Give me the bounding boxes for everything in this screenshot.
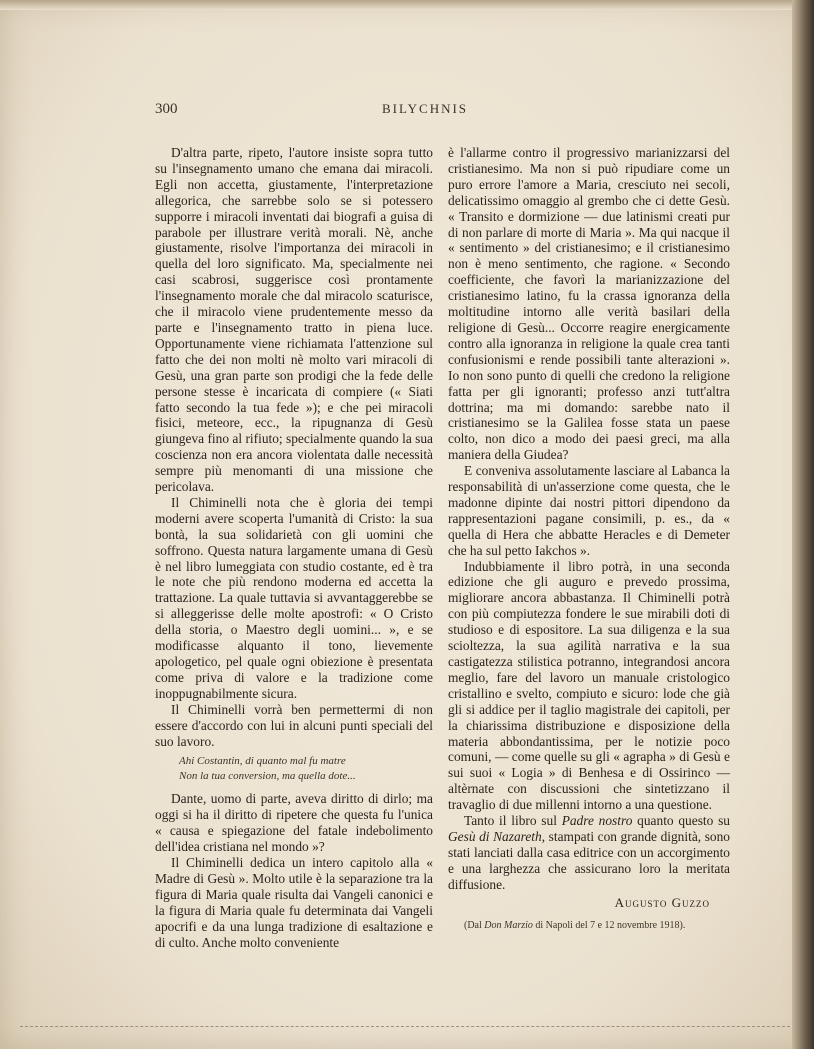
text-run: di Napoli del 7 e 12 novembre 1918). [532, 919, 686, 931]
page-number: 300 [155, 101, 178, 117]
verse-line: Ahi Costantin, di quanto mal fu matre [179, 755, 346, 768]
book-title: Gesù di Nazareth [448, 828, 542, 844]
text-run: (Dal [464, 919, 485, 931]
paragraph: D'altra parte, ripeto, l'autore insiste sopra tutto su l'insegnamento umano che emana dai miracoli. Egli non accetta, giustamente, l'interpretazione allegorica, che sarrebbe solo se si potessero supporre i miracoli inventati dai biografi a guisa di parabole per illustrare verità morali. Nè, anche giustamente, risolve l'importanza dei miracoli in quella del loro significato. Ma, specialmente nei casi scabrosi, suggerisce così prontamente l'insegnamento morale che dal miracolo scaturisce, che il miracolo viene prudentemente messo da parte e l'insegnamento tratto in piena luce. Opportunamente viene richiamata l'attenzione sul fatto che dei non molti nè molto vari miracoli di Gesù, una gran parte son prodigi che la fede delle persone stesse è incaricata di compiere (« Siati fatto secondo la tua fede »); e che pei miracoli fisici, meteore, ecc., la ripugnanza di Gesù giungeva fino al rifiuto; specialmente quando la sua coscienza non era ancora violentata dalle necessità sempre più menomanti di una missione che pericolava. [155, 145, 433, 495]
left-column [155, 145, 433, 951]
text-run: Tanto il libro sul [464, 813, 562, 829]
paragraph: Il Chiminelli vorrà ben permettermi di non essere d'accordo con lui in alcuni punti speciali del suo lavoro. [155, 701, 433, 749]
page-header [155, 101, 730, 121]
paragraph: Il Chiminelli dedica un intero capitolo alla « Madre di Gesù ». Molto utile è la separazione tra la figura di Maria quale risulta dai Vangeli canonici e la figura di Maria quale fu determinata dai Vangeli apocrifi e da una lunga tradizione di esaltazione e di culto. Anche molto conveniente [155, 855, 433, 950]
page-top-edge [0, 0, 814, 10]
paragraph: Il Chiminelli nota che è gloria dei tempi moderni avere scoperta l'umanità di Cristo: la sua bontà, la sua solidarietà con gli uomini che soffrono. Questa natura largamente umana di Gesù è nel libro lumeggiata con studio costante, ed è tra le note che più rendono moderna ed accetta la trattazione. La quale tuttavia si avvantaggerebbe se si alleggerisse delle molte apostrofi: « O Cristo della storia, o Maestro degli uomini... », e se modificasse alquanto il tono, lievemente apologetico, pel quale ogni obiezione è presentata come priva di valore e la tradizione come inoppugnabilmente sicura. [155, 494, 433, 701]
text-run: quanto questo su [632, 813, 730, 829]
paragraph [448, 813, 730, 893]
book-title: Padre nostro [561, 813, 633, 829]
verse-line: Non la tua conversion, ma quella dote... [179, 769, 356, 782]
source-note [448, 919, 730, 932]
running-title: BILYCHNIS [382, 101, 469, 116]
paragraph: E conveniva assolutamente lasciare al Labanca la responsabilità di un'asserzione come questa, che le madonne dipinte dai nostri pittori dipendono da rappresentazioni pagane consimili, p. es., da « quella di Hera che abbatte Heracles e di Demeter che ha sul petto Iakchos ». [448, 463, 730, 558]
paragraph: è l'allarme contro il progressivo marianizzarsi del cristianesimo. Ma non si può ripudiare come un puro errore l'amore a Maria, cresciuto nei secoli, delicatissimo omaggio al grembo che ci dette Gesù. « Transito e dormizione — due latinismi creati pur di non parlare di morte di Maria ». Ma qui nacque il « sentimento » del cristianesimo; e il cristianesimo non è meno sentimento, che ragione. « Secondo coefficiente, che favorì la marianizzazione del cristianesimo latino, fu la crassa ignoranza della moltitudine intorno alle verità basilari della religione di Gesù... Occorre reagire energicamente contro alla ignoranza in religione la quale crea tanti confusionismi e rende possibili tante alterazioni ». Io non sono punto di quelli che credono la religione fatta per gli ignoranti; professo anzi tutt'altra dottrina; ma mi domando: sarebbe nato il cristianesimo se la Galilea fosse stata un paese colto, non dico a modo dei paesi greci, ma alla maniera della Giudea? [448, 145, 730, 463]
paragraph: Indubbiamente il libro potrà, in una seconda edizione che gli auguro e prevedo prossima, migliorare ancora abbastanza. Il Chiminelli potrà con più compiutezza fondere le sue mirabili doti di studioso e di espositore. La sua diligenza e la sua scioltezza, la sua agilità narrativa e la sua castigatezza stilistica potranno, integrandosi ancora meglio, fare del lavoro un manuale cristologico cristallino e svelto, compiuto e sicuro: lode che già gli si addice per il taglio magistrale dei capitoli, per la chiarissima distribuzione e disposizione della materia abbondantissima, per le notizie poco comuni, — come quelle su gli « agrapha » di Gesù e sui suoi « Logia » di Benhesa e di Ossirinco — altèrnate con discussioni che sintetizzano il travaglio di due millenni intorno a una questione. [448, 558, 730, 813]
text-run: , stampati con grande dignità, sono stati lanciati dalla casa editrice con un accorgimento e una larghezza che assicurano loro la meritata diffusione. [448, 828, 730, 892]
page-binding-edge [792, 0, 814, 1049]
newspaper-title: Don Marzio [484, 919, 533, 931]
paragraph: Dante, uomo di parte, aveva diritto di dirlo; ma oggi si ha il diritto di ripetere che questa fu l'unica « causa e spiegazione del fatale indebolimento dell'idea cristiana nel mondo »? [155, 791, 433, 855]
bottom-perforation-line [20, 1026, 790, 1027]
author-signature: Augusto Guzzo [614, 894, 710, 910]
verse-quote [179, 754, 433, 783]
right-column [448, 145, 730, 932]
